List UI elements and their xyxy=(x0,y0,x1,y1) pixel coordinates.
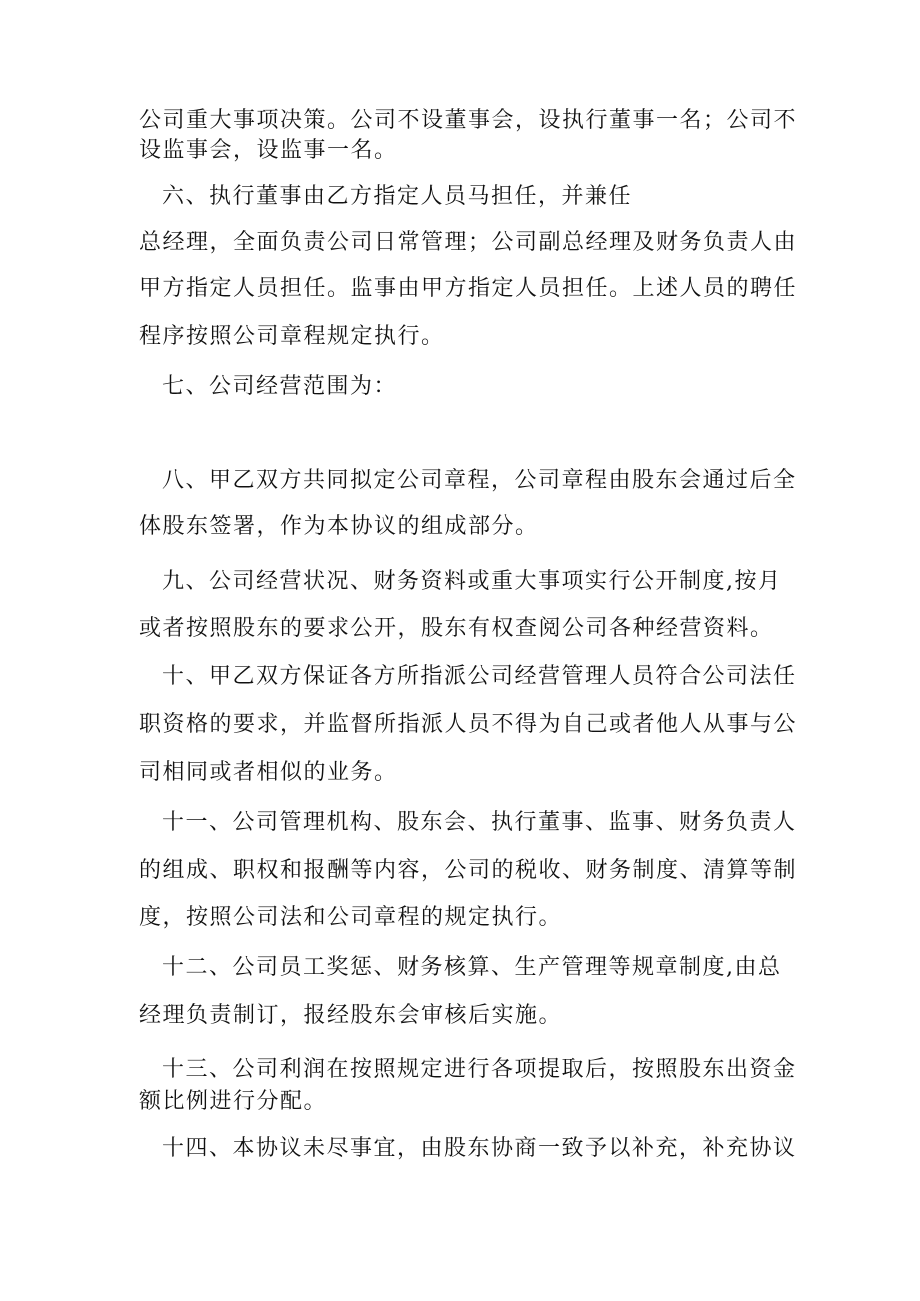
text-line: 十三、公司利润在按照规定进行各项提取后，按照股东出资金 xyxy=(162,1057,797,1082)
text-line: 六、执行董事由乙方指定人员马担任，并兼任 xyxy=(162,184,633,209)
text-line: 九、公司经营状况、财务资料或重大事项实行公开制度,按月 xyxy=(162,569,782,594)
text-line: 经理负责制订，报经股东会审核后实施。 xyxy=(139,1003,563,1028)
text-line: 设监事会，设监事一名。 xyxy=(139,138,398,163)
text-line: 的组成、职权和报酬等内容，公司的税收、财务制度、清算等制 xyxy=(139,858,798,883)
text-line: 额比例进行分配。 xyxy=(139,1089,328,1114)
text-line: 十二、公司员工奖惩、财务核算、生产管理等规章制度,由总 xyxy=(162,955,782,980)
text-line: 总经理，全面负责公司日常管理；公司副总经理及财务负责人由 xyxy=(139,230,798,255)
text-line: 程序按照公司章程规定执行。 xyxy=(139,324,445,349)
text-line: 十一、公司管理机构、股东会、执行董事、监事、财务负责人 xyxy=(162,810,797,835)
text-line: 八、甲乙双方共同拟定公司章程，公司章程由股东会通过后全 xyxy=(162,468,797,493)
text-line: 公司重大事项决策。公司不设董事会，设执行董事一名；公司不 xyxy=(139,108,798,133)
text-line: 甲方指定人员担任。监事由甲方指定人员担任。上述人员的聘任 xyxy=(139,276,798,301)
text-line: 十、甲乙双方保证各方所指派公司经营管理人员符合公司法任 xyxy=(162,664,797,689)
text-line: 度，按照公司法和公司章程的规定执行。 xyxy=(139,905,563,930)
text-line: 七、公司经营范围为： xyxy=(162,374,398,399)
text-line: 司相同或者相似的业务。 xyxy=(139,760,398,785)
text-line: 职资格的要求，并监督所指派人员不得为自己或者他人从事与公 xyxy=(139,712,798,737)
text-line: 体股东签署，作为本协议的组成部分。 xyxy=(139,514,539,539)
text-line: 十四、本协议未尽事宜，由股东协商一致予以补充，补充协议 xyxy=(162,1136,797,1161)
text-line: 或者按照股东的要求公开，股东有权查阅公司各种经营资料。 xyxy=(139,616,774,641)
